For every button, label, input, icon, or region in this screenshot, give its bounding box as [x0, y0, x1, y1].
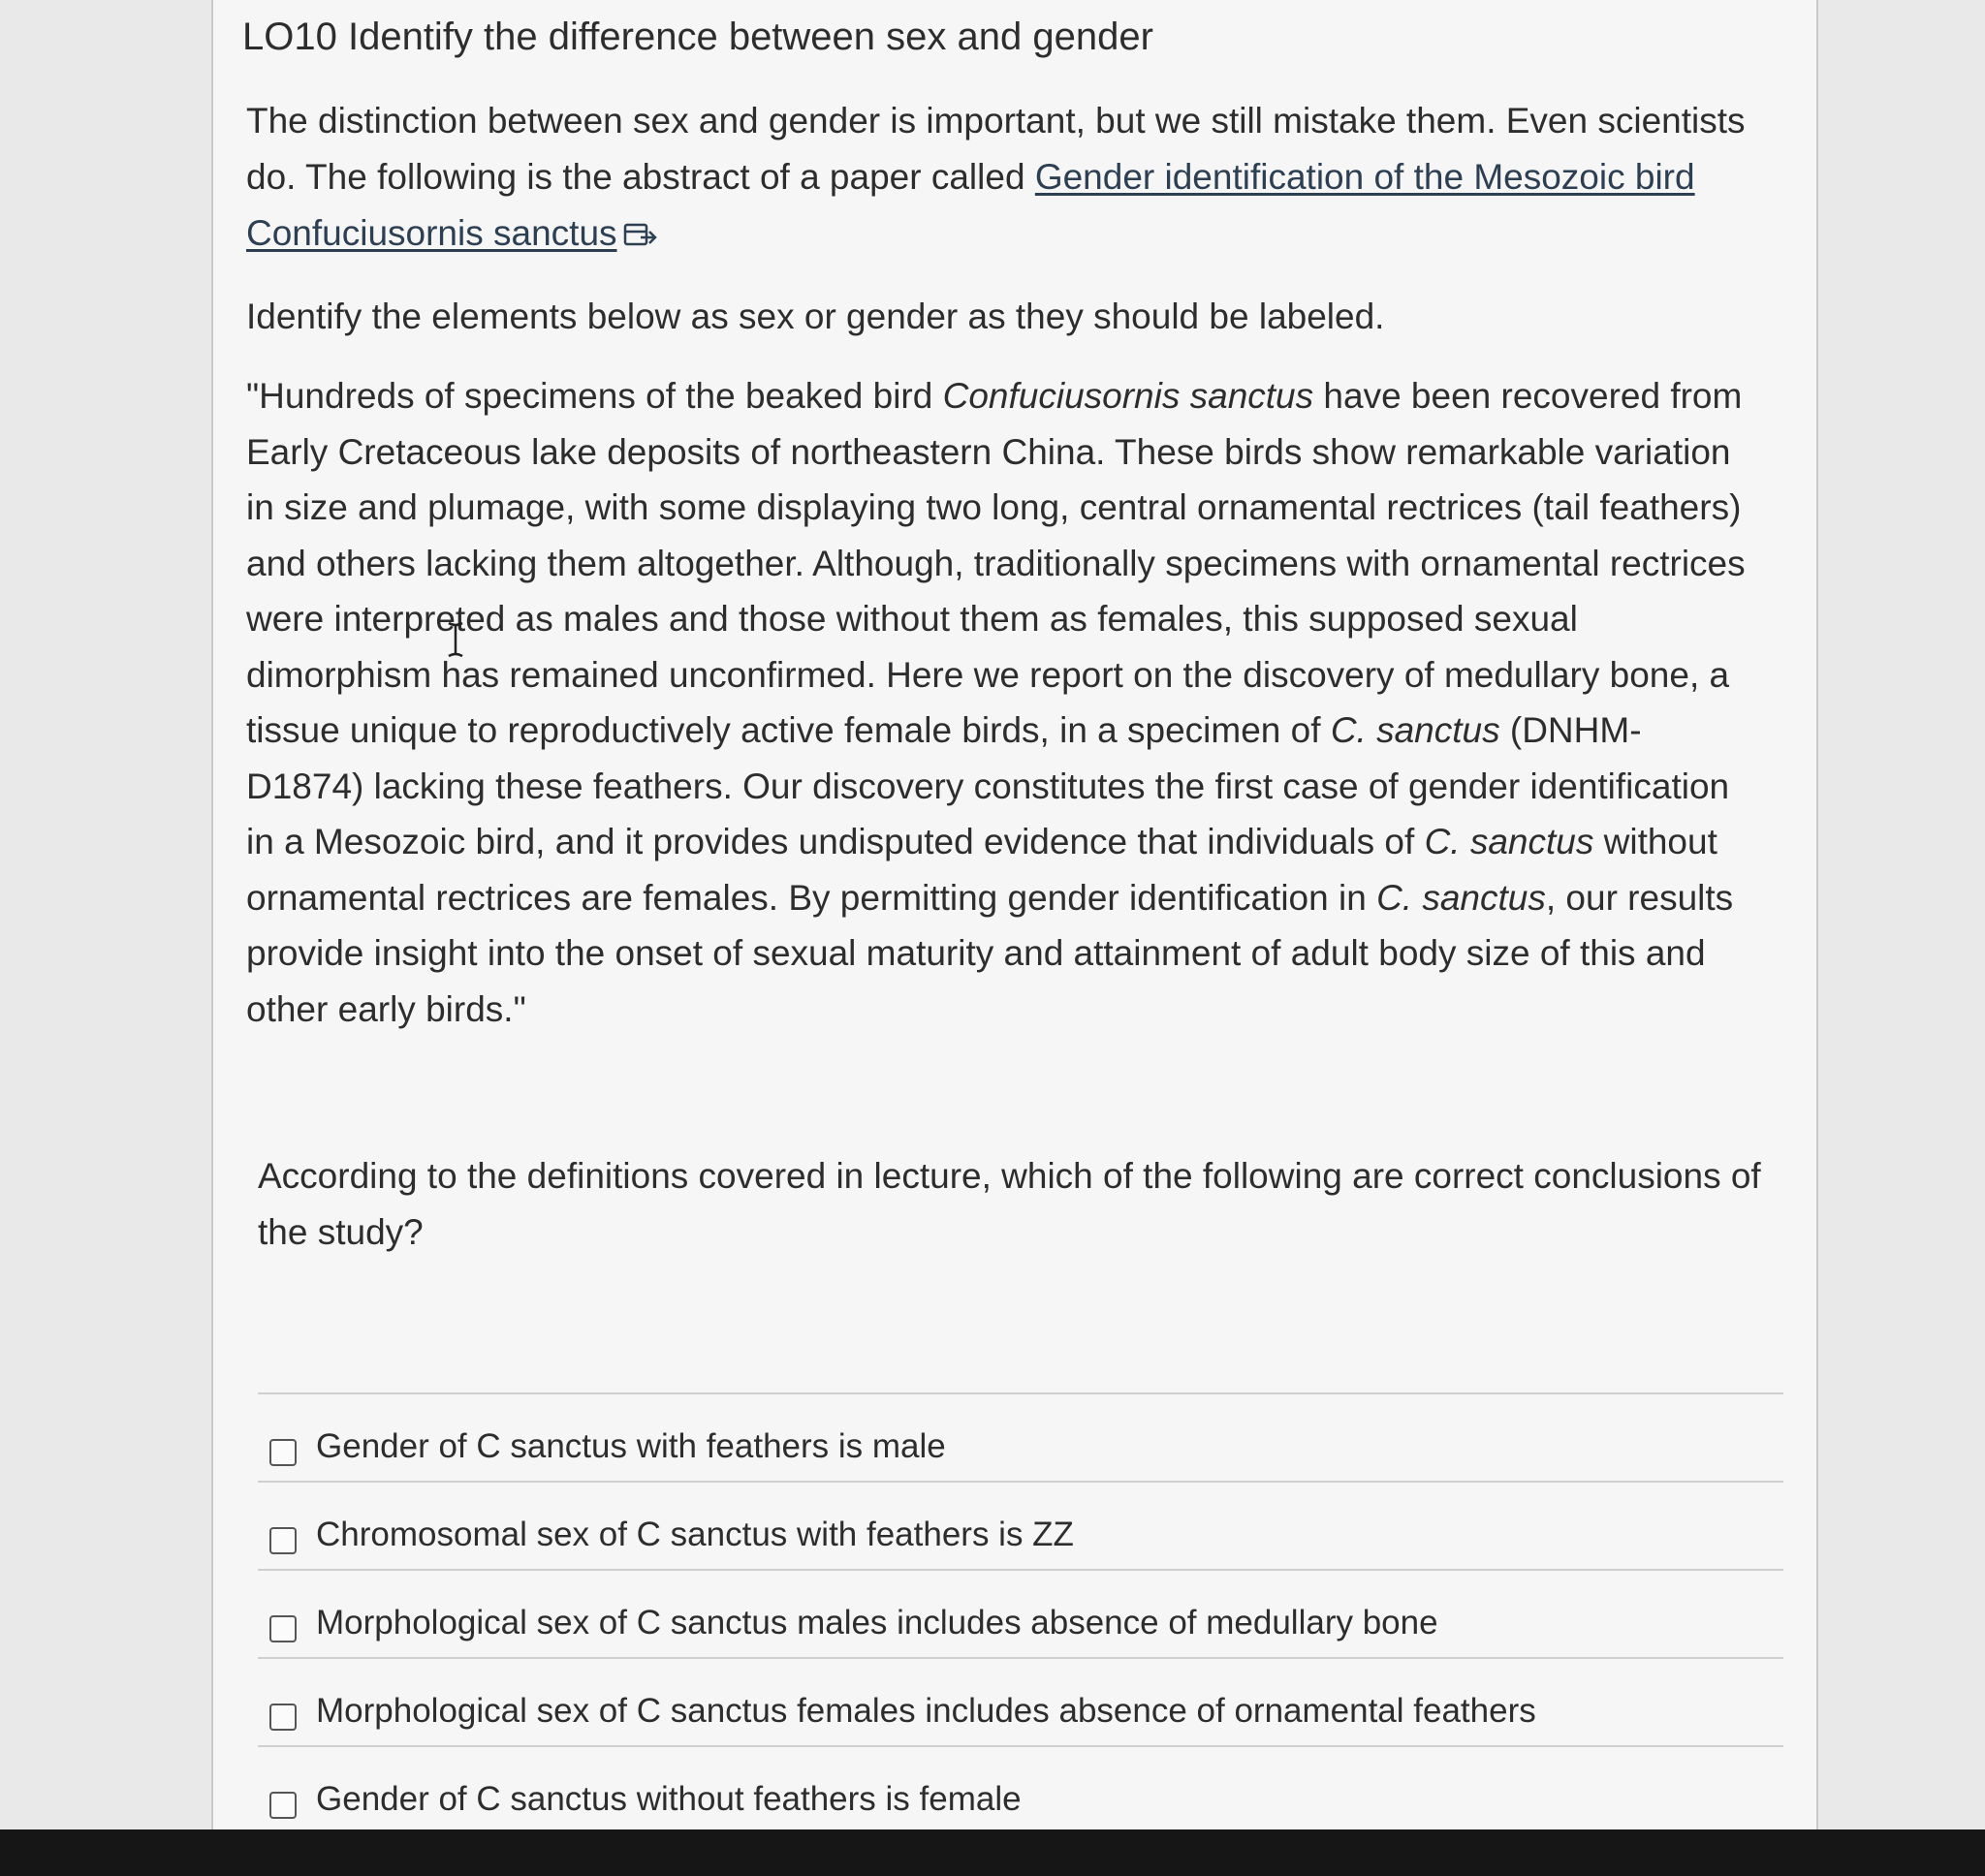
text-cursor-icon [447, 621, 464, 658]
answer-option[interactable] [258, 1745, 1783, 1833]
question-card [211, 0, 1818, 1829]
answer-option[interactable] [258, 1569, 1783, 1657]
species-abbr: C. sanctus [1376, 877, 1546, 918]
quote-part-3: (DNHM-D1874) lacking these feathers. Our discovery constitutes the first case of gender identification in a Mesozoic bird, and it provides undisputed evidence that individuals of [246, 710, 1730, 861]
abstract-quote [246, 368, 1758, 1037]
checkbox[interactable] [269, 1527, 297, 1554]
page-title: LO10 Identify the difference between sex and gender [242, 16, 1153, 58]
answer-option[interactable] [258, 1392, 1783, 1481]
quote-part-5: , our results provide insight into the onset of sexual maturity and attainment of adult body size of this and other early birds." [246, 877, 1734, 1029]
intro-text: The distinction between sex and gender is important, but we still mistake them. Even scientists do. The following is the abstract of a paper called [246, 101, 1746, 197]
checkbox[interactable] [269, 1439, 297, 1466]
quote-part-4: without ornamental rectrices are females. By permitting gender identification in [246, 822, 1717, 918]
checkbox[interactable] [269, 1792, 297, 1819]
answer-option-label[interactable]: Morphological sex of C sanctus males includes absence of medullary bone [316, 1604, 1438, 1642]
question-prompt: According to the definitions covered in lecture, which of the following are correct conclusions of the study? [258, 1156, 1761, 1252]
answer-option-label[interactable]: Gender of C sanctus with feathers is male [316, 1427, 946, 1465]
checkbox[interactable] [269, 1704, 297, 1731]
answer-option[interactable] [258, 1481, 1783, 1569]
answer-option-label[interactable]: Chromosomal sex of C sanctus with feathers is ZZ [316, 1516, 1074, 1553]
answer-option-label[interactable]: Gender of C sanctus without feathers is female [316, 1780, 1022, 1818]
checkbox[interactable] [269, 1615, 297, 1642]
bottom-bezel [0, 1829, 1985, 1876]
external-link-icon[interactable] [623, 222, 658, 247]
answer-options [258, 1392, 1783, 1833]
instruction-text: Identify the elements below as sex or gender as they should be labeled. [246, 297, 1385, 336]
species-abbr: C. sanctus [1424, 822, 1594, 861]
species-abbr: C. sanctus [1330, 710, 1500, 750]
quote-part-2: have been recovered from Early Cretaceous lake deposits of northeastern China. These birds show remarkable variation in size and plumage, with some displaying two long, central ornamental rectrices (tail feathers) and others lacking them altogether. Although, traditionally specimens with ornamental rectrices were interpreted as males and those without them as females, this supposed sexual dimorphism has remained unconfirmed. Here we report on the discovery of medullary bone, a tissue unique to reproductively active female birds, in a specimen of [246, 376, 1746, 750]
species-name: Confuciusornis sanctus [942, 376, 1314, 416]
quote-part-1: "Hundreds of specimens of the beaked bird [246, 376, 943, 416]
answer-option-label[interactable]: Morphological sex of C sanctus females includes absence of ornamental feathers [316, 1692, 1536, 1730]
answer-option[interactable] [258, 1657, 1783, 1745]
intro-paragraph [246, 93, 1758, 262]
paper-link-text[interactable]: Gender identification of the Mesozoic bird Confuciusornis sanctus [246, 157, 1695, 253]
